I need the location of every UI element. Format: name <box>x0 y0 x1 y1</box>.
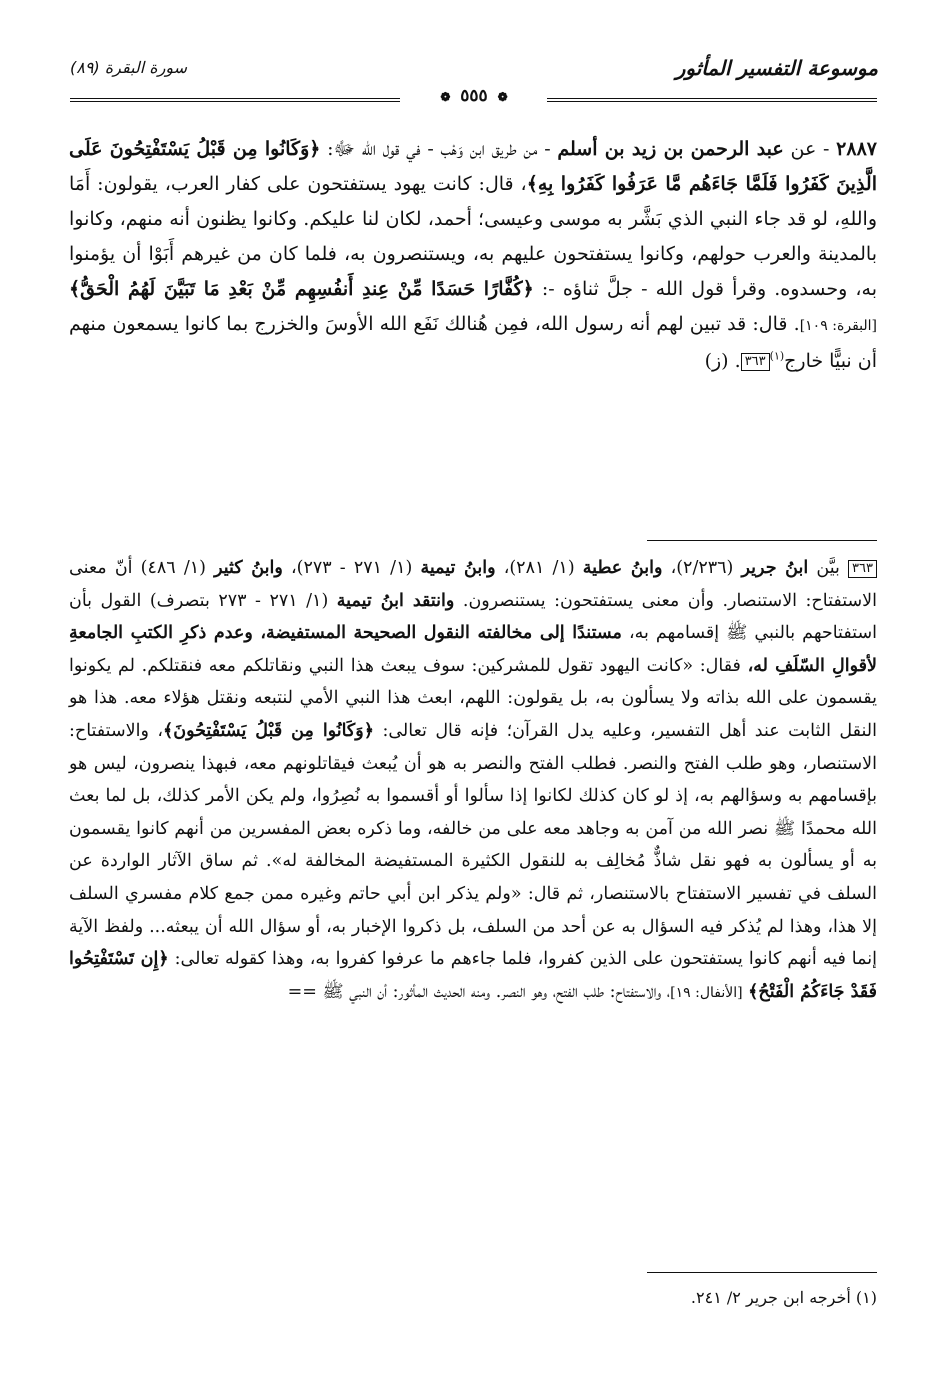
header-rule-left <box>70 98 400 99</box>
page-number-row <box>70 86 878 106</box>
verse-reference: [البقرة: ١٠٩] <box>799 318 877 334</box>
scholar-ibn-kathir: وابنُ كثير <box>214 558 283 578</box>
narrator-name: عبد الرحمن بن زيد بن أسلم <box>557 138 784 160</box>
quotation-text-2: ، والاستفتاح: الاستنصار، وهو طلب الفتح والنصر. فطلب الفتح والنصر به هو أن يُبعث فيقاتلونهم معه، فبهذا ينصرون، ليس هو بإقسامهم به وسؤالهم به، إذ لو كان كذلك لكانوا إذا سألوا أو أقسموا به نُصِرُوا، ولم يكن الأمر كذلك، بل لما بعث الله محمدًا ﷺ نصر الله من آمن به وجاهد معه على من خالفه، وما ذكره بعض المفسرين من أنهم كانوا يقسمون به أو يسألون به فهو نقل شاذٌّ مُخالِف به للنقول الكثيرة المستفيضة المخالفة له». ثم ساق الآثار الواردة عن السلف في تفسير الاستفتاح بالاستنصار، ثم قال: «ولم يذكر ابن أبي حاتم وغيره ممن جمع كلام مفسري السلف إلا هذا، وهذا لم يُذكر فيه السؤال به عن أحد من السلف، بل ذكروا الإخبار به، أو سؤال الله أن يبعثه... ولفظ الآية إنما فيه أنهم كانوا يستفتحون على الذين كفروا، فلما جاءهم ما عرفوا كفروا به، وهذا كقوله تعالى: <box>69 720 877 970</box>
quotation-text: فقال: «كانت اليهود تقول للمشركين: سوف يبعث هذا النبي ونقاتلكم معه فنقتلكم. لم يكونوا يقسمون على الله بذاته ولا يسألون به، بل يقولون: اللهم، ابعث هذا النبي الأمي لنتبعه ونقتل هؤلاء معه. هذا هو النقل الثابت عند أهل التفسير، وعليه يدل القرآن؛ فإنه قال تعالى: <box>69 655 877 741</box>
note-text: (١/ ٢٧١ - ٢٧٣ بتصرف) القول بأن استفتاحهم بالنبي ﷺ إقسامهم به، <box>69 590 877 644</box>
verse-reference-note: [الأنفال: ١٩] <box>670 984 743 1001</box>
footnote-marker[interactable]: (١) <box>769 349 785 363</box>
criticism-heading: وانتقد ابنُ تيمية <box>336 590 455 611</box>
footnote-separator <box>647 1272 877 1273</box>
quran-verse-note-2: ﴿إِن تَسْتَفْتِحُوا فَقَدْ جَاءَكُمُ الْفَتْحُ﴾ <box>69 949 877 1002</box>
quran-verse-note: ﴿وَكَانُوا مِن قَبْلُ يَسْتَفْتِحُونَ﴾ <box>162 720 374 741</box>
footnote: (١) أخرجه ابن جرير ٢/ ٢٤١. <box>690 1288 877 1307</box>
entry-intro: - عن <box>790 138 830 160</box>
narration-end: . (ز) <box>704 350 741 372</box>
entry-number: ٢٨٨٧ <box>836 138 877 160</box>
page-header <box>70 56 878 104</box>
scholar-ibn-atiyya: وابنُ عطية <box>582 558 663 578</box>
criticism-reason: مستندًا إلى مخالفته النقول الصحيحة المستفيضة، وعدم ذكرِ الكتبِ الجامعةِ لأقوالِ السّلَفِ له، <box>69 623 877 676</box>
page-number: ٥٥٥ <box>460 86 488 106</box>
ornament-icon: ❁ <box>440 90 451 104</box>
entry-paragraph <box>69 132 877 379</box>
quran-verse-2: ﴿كُفَّارًا حَسَدًا مِّنْ عِندِ أَنفُسِهِم مِّنْ بَعْدِ مَا تَبَيَّنَ لَهُمُ الْحَقُّ﴾ <box>69 278 534 300</box>
notes-separator <box>647 540 877 541</box>
note-text: بيَّن <box>816 558 840 578</box>
book-title: موسوعة التفسير المأثور <box>675 56 878 80</box>
chain-of-narration: - من طريق ابن وَهْب - في قول الله ﷻ: <box>327 138 551 160</box>
header-rule-left-2 <box>70 101 400 102</box>
scholar-ibn-jarir: ابنُ جرير <box>741 558 809 578</box>
scholar-notes <box>69 552 877 1009</box>
quran-verse: ﴿وَكَانُوا مِن قَبْلُ يَسْتَفْتِحُونَ عَلَى الَّذِينَ كَفَرُوا فَلَمَّا جَاءَهُم مَّا عَرَفُوا كَفَرُوا بِهِ﴾ <box>69 138 877 195</box>
ornament-icon: ❁ <box>497 90 508 104</box>
main-text <box>69 132 877 379</box>
narration-text: ، قال: كانت يهود يستفتحون على كفار العرب، يقولون: أَمَا واللهِ، لو قد جاء النبي الذي بَشَّر به موسى وعيسى؛ أحمد، لكان لنا عليكم. وكانوا يظنون أنه منهم، وكانوا بالمدينة والعرب حولهم، وكانوا يستفتحون عليهم به، ويستنصرون به، فلما كان من غيرهم أَبَوْا أن يؤمنوا به، وحسدوه. وقرأ قول الله - جلَّ ثناؤه -: <box>69 173 877 300</box>
surah-title: سورة البقرة (٨٩) <box>70 58 188 77</box>
note-text: (١/ ٢٧١ - ٢٧٣)، <box>290 558 413 578</box>
header-rule-right-2 <box>547 101 877 102</box>
note-text: (٢/٢٣٦)، <box>670 558 734 578</box>
quotation-text-3: ، والاستفتاح: طلب الفتح، وهو النصر. ومنه الحديث المأثور: أن النبي ﷺ == <box>287 981 671 1002</box>
narration-text-2: . قال: قد تبين لهم أنه رسول الله، فمِن هُنالك نَفَع الله الأوسَ والخزرج بما كانوا يسمعون منهم أن نبيًّا خارج <box>69 313 877 372</box>
note-reference-box[interactable]: ٣٦٣ <box>741 353 770 371</box>
note-paragraph <box>69 552 877 1009</box>
header-rule-right <box>547 98 877 99</box>
note-text: (١/ ٤٨٦) أنّ معنى الاستفتاح: الاستنصار. وأن معنى يستفتحون: يستنصرون. <box>69 558 877 611</box>
note-number-box: ٣٦٣ <box>848 560 877 578</box>
scholar-ibn-taymiyya: وابنُ تيمية <box>420 558 496 578</box>
note-text: (١/ ٢٨١)، <box>503 558 575 578</box>
